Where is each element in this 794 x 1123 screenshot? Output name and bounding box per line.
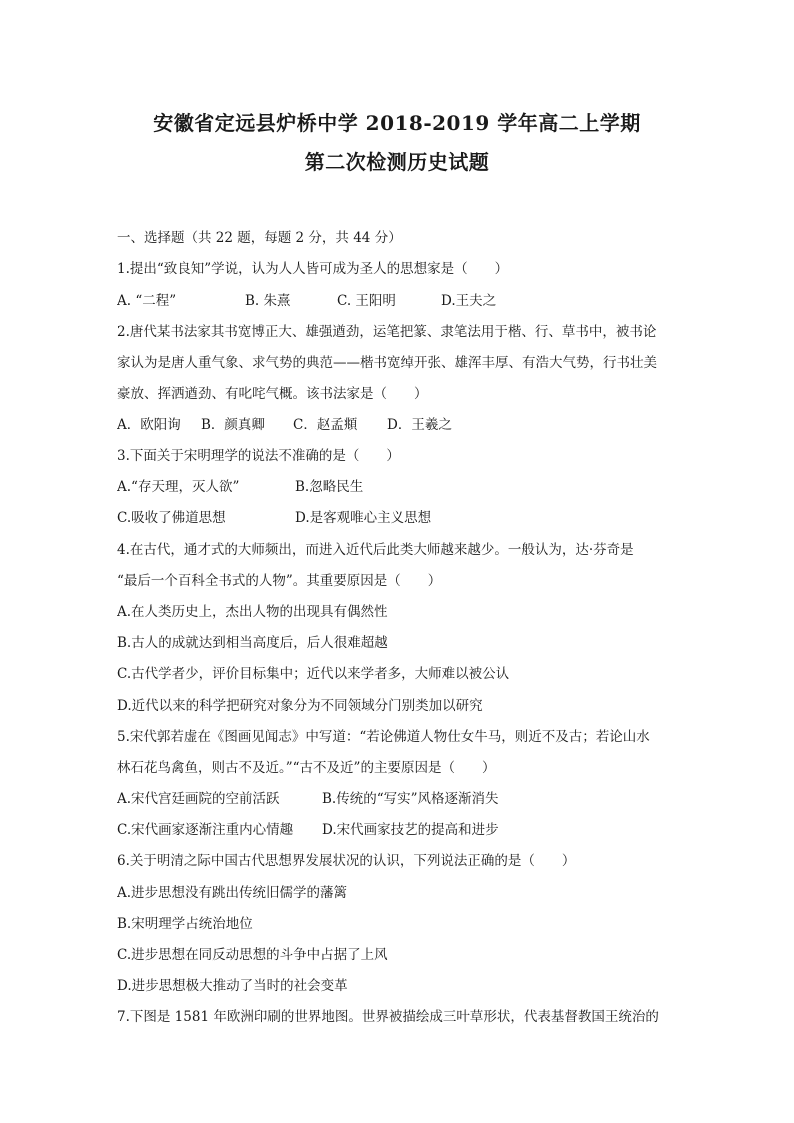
option-c: C.古代学者少，评价目标集中；近代以来学者多，大师难以被公认 [117, 666, 510, 682]
option-d: D．王羲之 [387, 417, 452, 433]
question-5-stem: 5.宋代郭若虚在《图画见闻志》中写道：“若论佛道人物仕女牛马，则近不及古；若论山水 [117, 729, 650, 745]
question-3-options [117, 509, 683, 527]
option-b: B.古人的成就达到相当高度后，后人很难超越 [117, 635, 388, 651]
option-d: D.王夫之 [441, 293, 497, 309]
question-2-options [117, 416, 683, 434]
option-b: B.传统的“写实”风格逐渐消失 [322, 791, 499, 807]
question-1-stem: 1.提出“致良知”学说，认为人人皆可成为圣人的思想家是（ ） [117, 261, 509, 277]
question-1-options [117, 292, 683, 310]
option-b: B.宋明理学占统治地位 [117, 916, 253, 932]
question-5-stem: 林石花鸟禽鱼，则古不及近。”“古不及近”的主要原因是（ ） [117, 760, 496, 776]
option-a: A．欧阳询 [117, 417, 181, 433]
question-5-options [117, 821, 683, 839]
option-b: B. 朱熹 [245, 293, 291, 309]
option-d: D.是客观唯心主义思想 [295, 510, 432, 526]
option-d: D.进步思想极大推动了当时的社会变革 [117, 978, 348, 994]
option-a: A.宋代宫廷画院的空前活跃 [117, 791, 280, 807]
question-4-stem: “最后一个百科全书式的人物”。其重要原因是（ ） [117, 573, 442, 589]
question-3-options [117, 478, 683, 496]
question-4-stem: 4.在古代，通才式的大师频出，而进入近代后此类大师越来越少。一般认为，达·芬奇是 [117, 542, 634, 558]
question-2-stem: 豪放、挥洒遒劲、有叱咤气概。该书法家是（ ） [117, 386, 428, 402]
option-a: A. “二程” [117, 293, 177, 309]
option-a: A.在人类历史上，杰出人物的出现具有偶然性 [117, 604, 388, 620]
option-c: C．赵孟頫 [293, 417, 358, 433]
document-title: 安徽省定远县炉桥中学 2018-2019 学年高二上学期 [153, 111, 641, 135]
question-2-stem: 家认为是唐人重气象、求气势的典范——楷书宽绰开张、雄浑丰厚、有浩大气势，行书壮美 [117, 355, 657, 371]
option-d: D.宋代画家技艺的提高和进步 [322, 822, 499, 838]
question-7-stem: 7.下图是 1581 年欧洲印刷的世界地图。世界被描绘成三叶草形状，代表基督教国王统治的 [117, 1009, 659, 1025]
option-a: A.“存天理，灭人欲” [117, 479, 240, 495]
option-b: B.忽略民生 [295, 479, 364, 495]
option-c: C. 王阳明 [337, 293, 396, 309]
document-subtitle: 第二次检测历史试题 [304, 150, 490, 174]
option-c: C.宋代画家逐渐注重内心情趣 [117, 822, 294, 838]
option-b: B．颜真卿 [201, 417, 265, 433]
option-a: A.进步思想没有跳出传统旧儒学的藩篱 [117, 885, 348, 901]
section-header: 一、选择题（共 22 题，每题 2 分，共 44 分） [117, 230, 402, 246]
option-c: C.进步思想在同反动思想的斗争中占据了上风 [117, 947, 388, 963]
question-5-options [117, 790, 683, 808]
question-2-stem: 2.唐代某书法家其书宽博正大、雄强遒劲，运笔把篆、隶笔法用于楷、行、草书中，被书论 [117, 324, 657, 340]
question-3-stem: 3.下面关于宋明理学的说法不准确的是（ ） [117, 448, 400, 464]
question-6-stem: 6.关于明清之际中国古代思想界发展状况的认识，下列说法正确的是（ ） [117, 853, 576, 869]
option-c: C.吸收了佛道思想 [117, 510, 226, 526]
option-d: D.近代以来的科学把研究对象分为不同领域分门别类加以研究 [117, 698, 483, 714]
